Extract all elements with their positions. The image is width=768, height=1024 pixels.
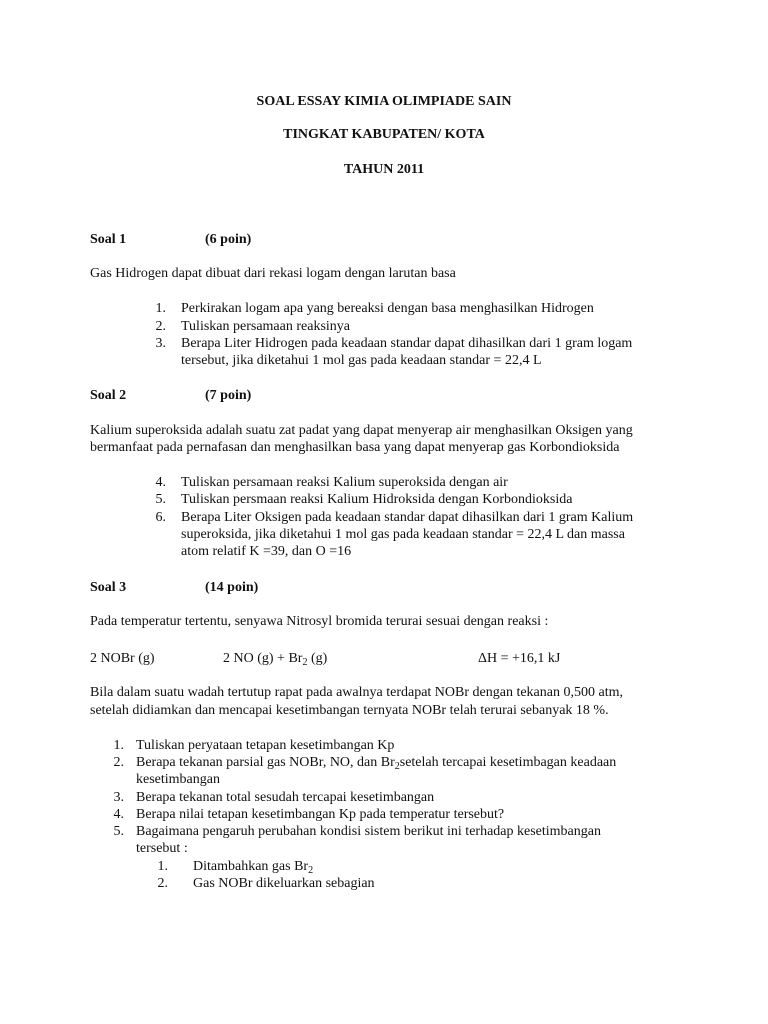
soal1-item-text-cont: tersebut, jika diketahui 1 mol gas pada keadaan standar = 22,4 L — [181, 353, 542, 368]
soal3-item-text-cont: tersebut : — [136, 841, 188, 856]
soal1-item-number: 3. — [155, 336, 166, 351]
soal3-item-text: Bagaimana pengaruh perubahan kondisi sistem berikut ini terhadap kesetimbangan — [136, 824, 601, 839]
soal2-item-text: Tuliskan persmaan reaksi Kalium Hidroksida dengan Korbondioksida — [181, 492, 573, 507]
soal3-points: (14 poin) — [205, 580, 259, 595]
document-year: TAHUN 2011 — [343, 162, 425, 177]
soal1-item-number: 2. — [155, 319, 166, 334]
soal1-item-text: Berapa Liter Hidrogen pada keadaan standar dapat dihasilkan dari 1 gram logam — [181, 336, 633, 351]
soal3-subitem-number: 1. — [157, 859, 168, 874]
soal1-item-text: Perkirakan logam apa yang bereaksi dengan basa menghasilkan Hidrogen — [181, 301, 594, 316]
soal2-intro-cont: bermanfaat pada pernafasan dan menghasilkan basa yang dapat menyerap gas Korbondioksida — [90, 440, 620, 455]
soal3-label: Soal 3 — [90, 580, 127, 595]
soal3-item-number: 1. — [113, 738, 124, 753]
soal3-item-text: Berapa tekanan parsial gas NOBr, NO, dan $Br_2setelah$ tercapai kesetimbagan keadaan — [136, 755, 617, 772]
soal3-item-number: 4. — [113, 807, 124, 822]
soal2-item-text: Berapa Liter Oksigen pada keadaan standar dapat dihasilkan dari 1 gram Kalium — [181, 510, 634, 525]
soal2-points: (7 poin) — [205, 388, 252, 403]
soal3-item-text: Tuliskan peryataan tetapan kesetimbangan Kp — [136, 738, 395, 753]
soal3-intro: Pada temperatur tertentu, senyawa Nitrosyl bromida terurai sesuai dengan reaksi : — [90, 614, 549, 629]
soal3-paragraph-cont: setelah didiamkan dan mencapai kesetimbangan ternyata NOBr telah terurai sebanyak 18 %. — [90, 703, 609, 718]
soal2-label: Soal 2 — [90, 388, 127, 403]
soal3-subitem-number: 2. — [157, 876, 168, 891]
document-subtitle: TINGKAT KABUPATEN/ KOTA — [283, 127, 485, 142]
soal3-subitem-text: Gas NOBr dikeluarkan sebagian — [193, 876, 375, 891]
soal1-label: Soal 1 — [90, 232, 127, 247]
soal2-intro: Kalium superoksida adalah suatu zat padat yang dapat menyerap air menghasilkan Oksigen yang — [90, 423, 633, 438]
document-title: SOAL ESSAY KIMIA OLIMPIADE SAIN — [256, 94, 512, 109]
soal3-item-text: Berapa tekanan total sesudah tercapai kesetimbangan — [136, 790, 435, 805]
soal3-item-text: Berapa nilai tetapan kesetimbangan Kp pada temperatur tersebut? — [136, 807, 505, 822]
reaction-products: 2 NO $(g) + Br_2$ (g) — [223, 651, 328, 668]
soal3-item-number: 2. — [113, 755, 124, 770]
soal3-item-number: 5. — [113, 824, 124, 839]
soal1-item-text: Tuliskan persamaan reaksinya — [181, 319, 350, 334]
reaction-enthalpy: ΔH = +16,1 kJ — [478, 651, 561, 666]
soal2-item-number: 4. — [155, 475, 166, 490]
soal2-item-text-cont: superoksida, jika diketahui 1 mol gas pada keadaan standar = 22,4 L dan massa — [181, 527, 625, 542]
soal2-item-text: Tuliskan persamaan reaksi Kalium superoksida dengan air — [181, 475, 508, 490]
soal3-item-text-cont: kesetimbangan — [136, 772, 220, 787]
soal3-item-number: 3. — [113, 790, 124, 805]
reaction-reactant: 2 NOBr (g) — [90, 651, 155, 666]
soal1-points: (6 poin) — [205, 232, 252, 247]
soal2-item-text-cont: atom relatif K =39, dan O =16 — [181, 544, 352, 559]
soal1-intro: Gas Hidrogen dapat dibuat dari rekasi logam dengan larutan basa — [90, 266, 456, 281]
soal3-paragraph: Bila dalam suatu wadah tertutup rapat pada awalnya terdapat NOBr dengan tekanan 0,500 atm, — [90, 685, 623, 700]
soal2-item-number: 5. — [155, 492, 166, 507]
soal1-item-number: 1. — [155, 301, 166, 316]
soal3-subitem-text: Ditambahkan gas $Br_2$ — [193, 859, 314, 876]
soal2-item-number: 6. — [155, 510, 166, 525]
